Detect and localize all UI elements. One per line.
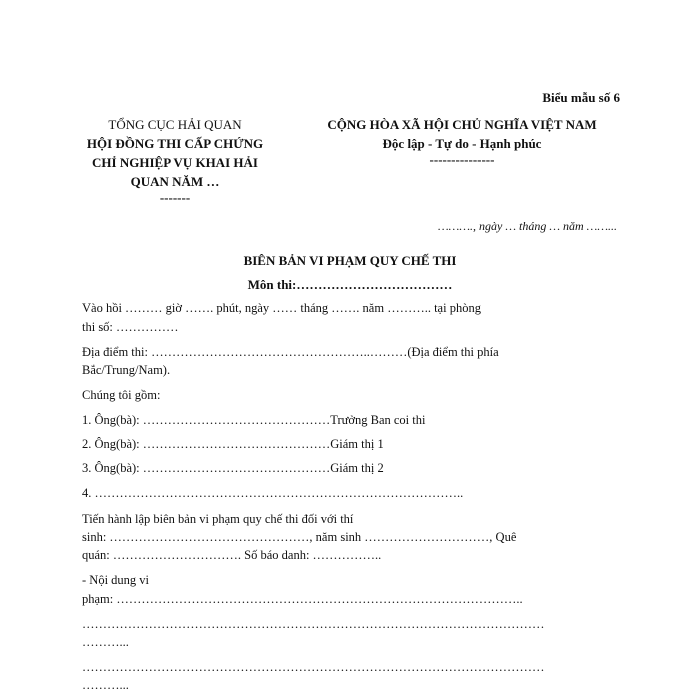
agency-divider: ------- [159, 190, 191, 205]
nation-divider: --------------- [429, 152, 495, 167]
agency-line-3: CHỈ NGHIỆP VỤ KHAI HẢI [92, 155, 258, 170]
nation-motto: Độc lập - Tự do - Hạnh phúc [382, 136, 542, 151]
blank-line-1: ………………………………………………………………………………………………… [82, 617, 545, 631]
agency-block [75, 115, 275, 205]
proceed-line-2: sinh: …………………………………………, năm sinh …………………………, Quê [82, 530, 517, 544]
document-title: BIÊN BẢN VI PHẠM QUY CHẾ THI [243, 253, 457, 268]
agency-line-2: HỘI ĐỒNG THI CẤP CHỨNG [86, 136, 264, 151]
proceed-line-3: quán: …………………………. Số báo danh: …………….. [82, 548, 382, 562]
member-1: 1. Ông(bà): ………………………………………Trưởng Ban coi thi [82, 413, 426, 427]
blank-line-2: ………………………………………………………………………………………………… [82, 660, 545, 674]
place-line-2: Bắc/Trung/Nam). [82, 363, 171, 377]
member-2: 2. Ông(bà): ………………………………………Giám thị 1 [82, 437, 384, 451]
place-line-1: Địa điểm thi: ……………………………………………..………(Địa điểm thi phía [82, 345, 499, 359]
proceed-line-1: Tiến hành lập biên bản vi phạm quy chế thi đối với thí [82, 512, 354, 526]
members-intro: Chúng tôi gồm: [82, 388, 161, 402]
content-line-2: phạm: …………………………………………………………………………………….. [82, 592, 523, 606]
blank-line-2-cont: ………... [82, 678, 129, 692]
content-line-1: - Nội dung vi [82, 573, 150, 587]
date-line: ………., ngày … tháng … năm ……... [437, 219, 617, 233]
nation-block [293, 115, 631, 167]
agency-line-4: QUAN NĂM … [130, 174, 220, 189]
member-3: 3. Ông(bà): ………………………………………Giám thị 2 [82, 461, 384, 475]
agency-line-1: TỔNG CỤC HẢI QUAN [108, 117, 242, 132]
blank-line-1-cont: ………... [82, 635, 129, 649]
form-number: Biểu mẫu số 6 [542, 90, 620, 105]
time-line-2: thi số: …………… [82, 320, 179, 334]
subject-line: Môn thi:……………………………… [247, 277, 453, 292]
nation-title: CỘNG HÒA XÃ HỘI CHỦ NGHĨA VIỆT NAM [327, 117, 597, 132]
time-line-1: Vào hồi ……… giờ ……. phút, ngày …… tháng ……. năm ……….. tại phòng [82, 301, 481, 315]
member-4: 4. …………………………………………………………………………….. [82, 486, 464, 500]
